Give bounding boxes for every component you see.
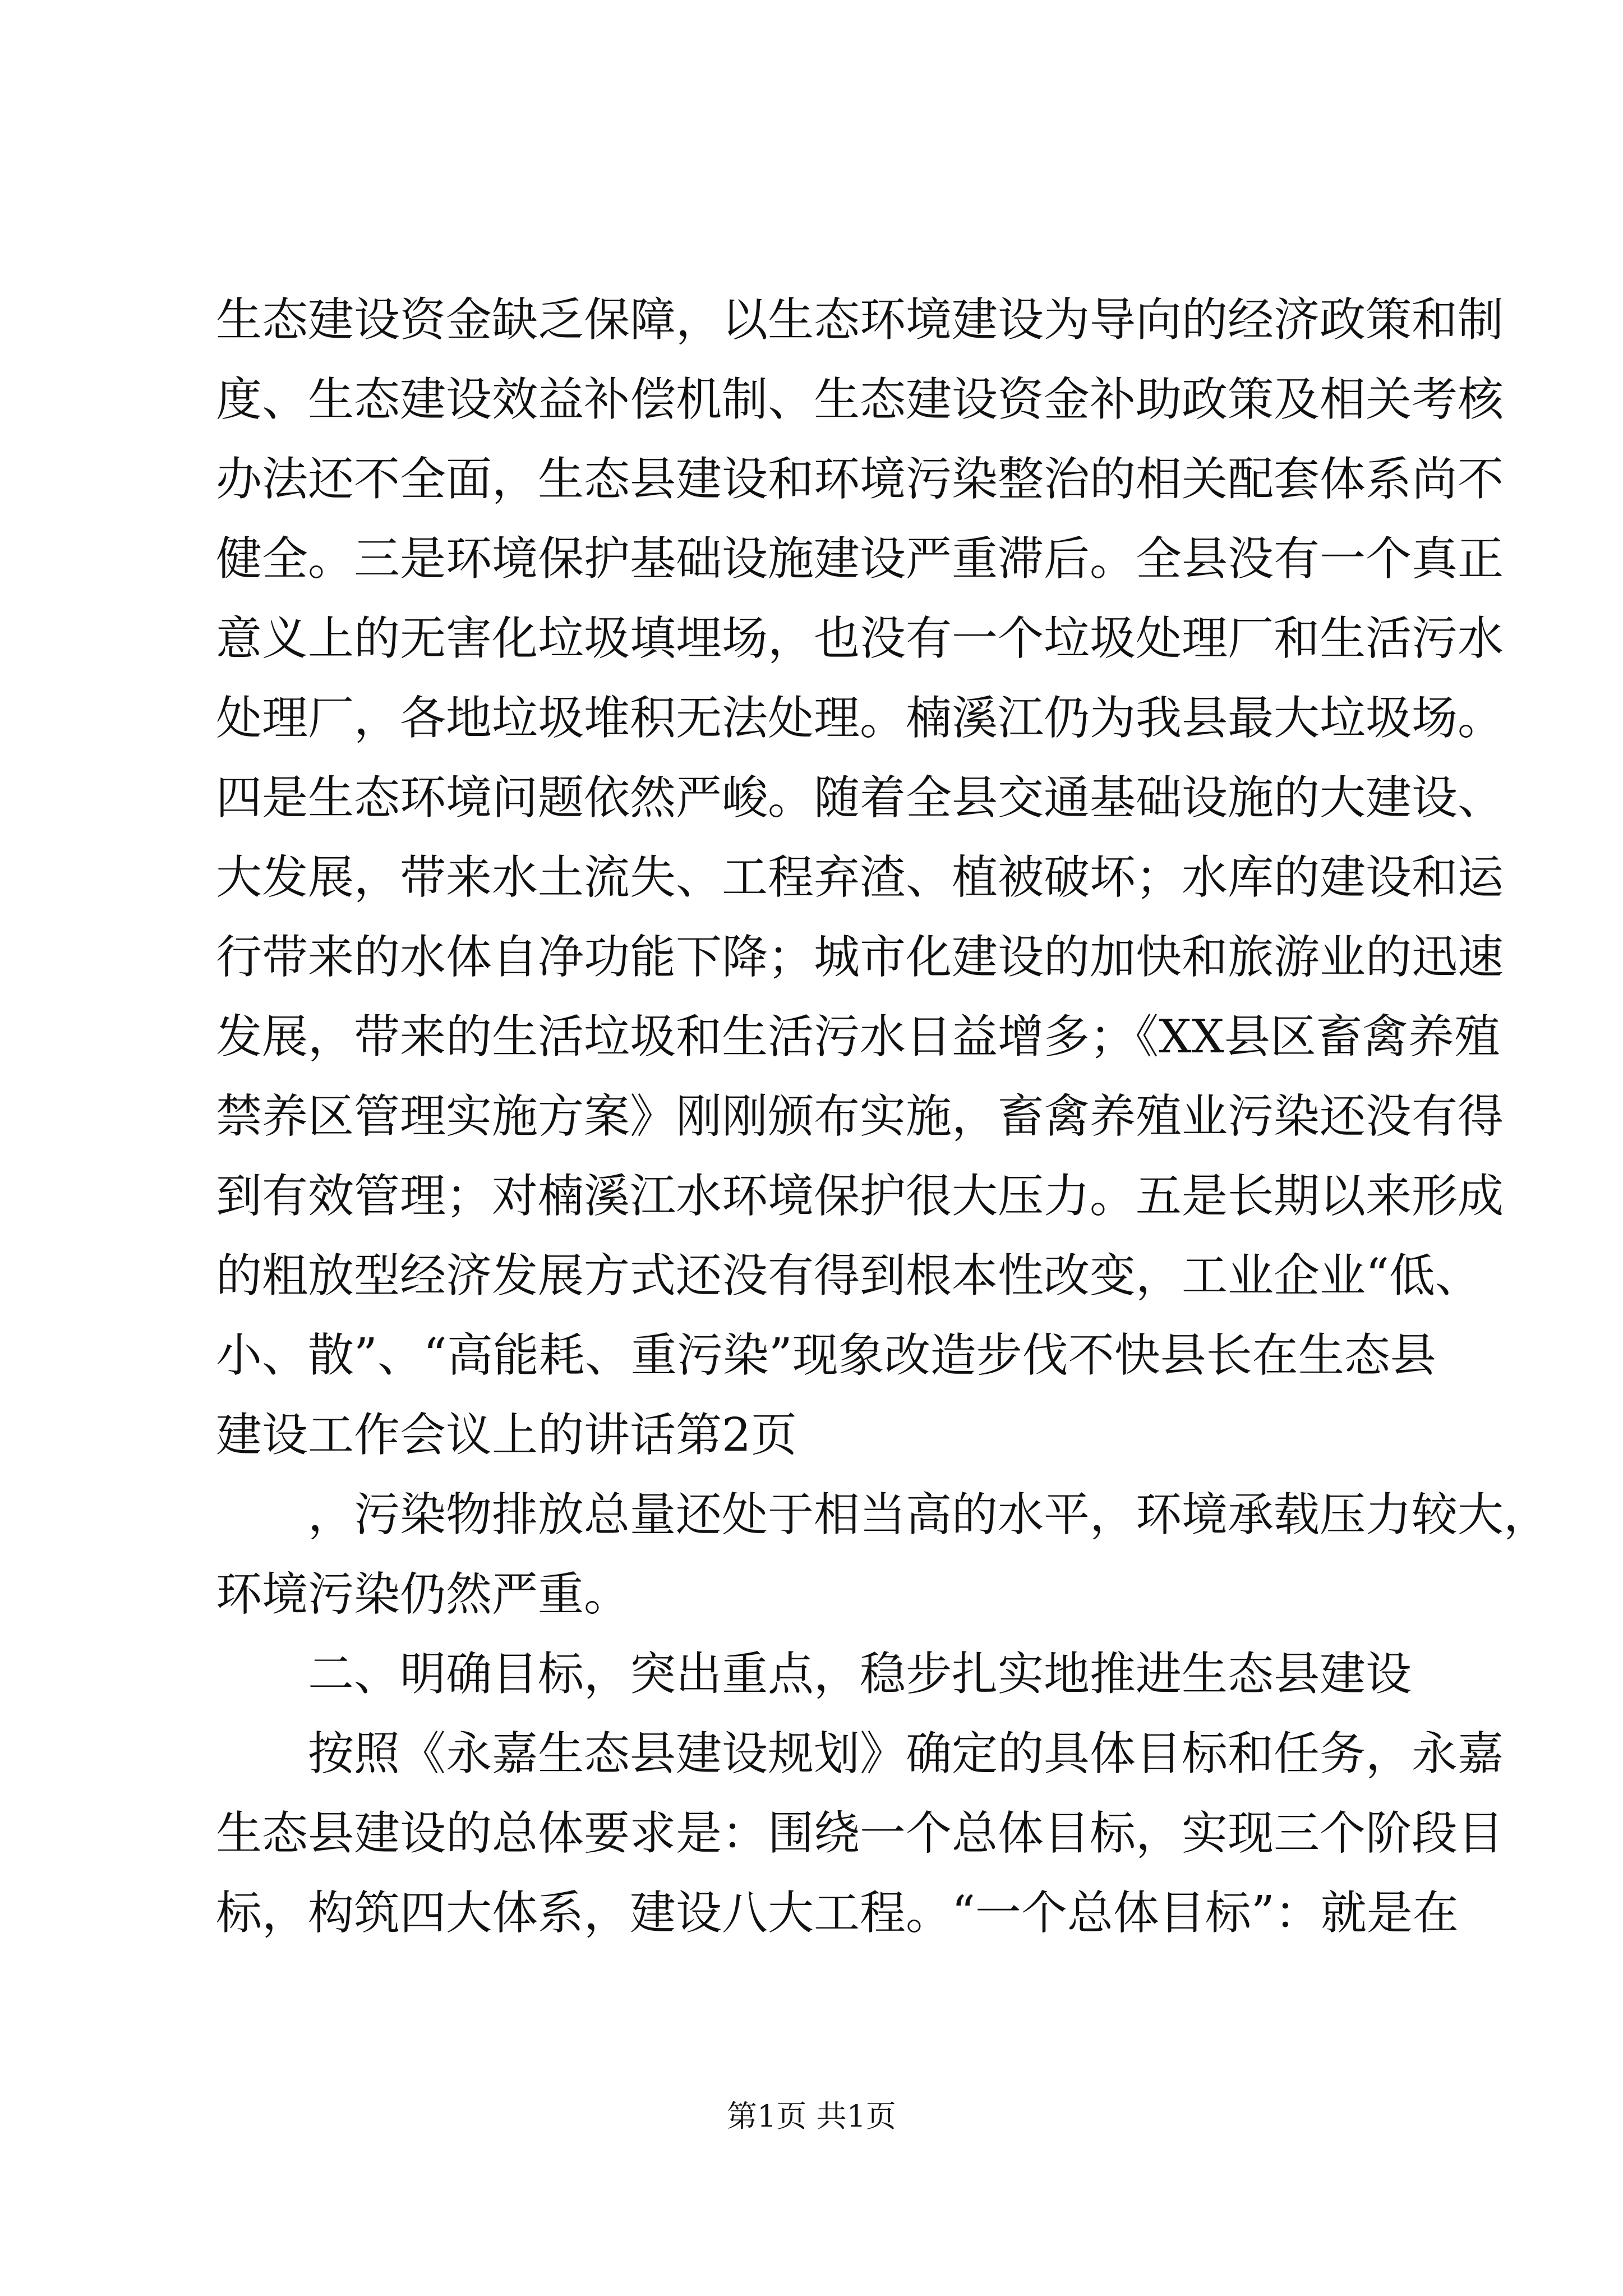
text-line: 小、散”、“高能耗、重污染”现象改造步伐不快县长在生态县	[216, 1329, 1436, 1382]
paragraph-start-line: ，污染物排放总量还处于相当高的水平，环境承载压力较大，	[308, 1488, 1550, 1542]
text-line: 度、生态建设效益补偿机制、生态建设资金补助政策及相关考核	[216, 373, 1504, 426]
text-line: 办法还不全面，生态县建设和环境污染整治的相关配套体系尚不	[216, 453, 1504, 506]
text-line: 生态建设资金缺乏保障，以生态环境建设为导向的经济政策和制	[216, 293, 1504, 347]
text-line: 到有效管理；对楠溪江水环境保护很大压力。五是长期以来形成	[216, 1170, 1504, 1223]
page-footer: 第1页 共1页	[727, 2099, 896, 2134]
text-line: 行带来的水体自净功能下降；城市化建设的加快和旅游业的迅速	[216, 931, 1504, 984]
text-line: 意义上的无害化垃圾填埋场，也没有一个垃圾处理厂和生活污水	[216, 612, 1504, 665]
text-line: 发展，带来的生活垃圾和生活污水日益增多；《XX县区畜禽养殖	[216, 1010, 1500, 1064]
document-body	[216, 280, 1550, 1953]
text-line: 标，构筑四大体系，建设八大工程。“一个总体目标”：就是在	[216, 1887, 1459, 1940]
text-line: 处理厂，各地垃圾堆积无法处理。楠溪江仍为我县最大垃圾场。	[216, 692, 1504, 745]
text-line: 的粗放型经济发展方式还没有得到根本性改变，工业企业“低、	[216, 1249, 1481, 1303]
text-line: 健全。三是环境保护基础设施建设严重滞后。全县没有一个真正	[216, 532, 1504, 586]
text-line-end: 建设工作会议上的讲话第2页	[216, 1409, 797, 1462]
text-line: 生态县建设的总体要求是：围绕一个总体目标，实现三个阶段目	[216, 1807, 1504, 1860]
text-line-end: 环境污染仍然严重。	[216, 1568, 630, 1621]
paragraph-start-line: 按照《永嘉生态县建设规划》确定的具体目标和任务，永嘉	[308, 1727, 1504, 1780]
text-line: 禁养区管理实施方案》刚刚颁布实施，畜禽养殖业污染还没有得	[216, 1090, 1504, 1143]
section-heading: 二、明确目标，突出重点，稳步扎实地推进生态县建设	[308, 1648, 1412, 1701]
text-line: 四是生态环境问题依然严峻。随着全县交通基础设施的大建设、	[216, 771, 1504, 825]
text-line: 大发展，带来水土流失、工程弃渣、植被破坏；水库的建设和运	[216, 851, 1504, 904]
